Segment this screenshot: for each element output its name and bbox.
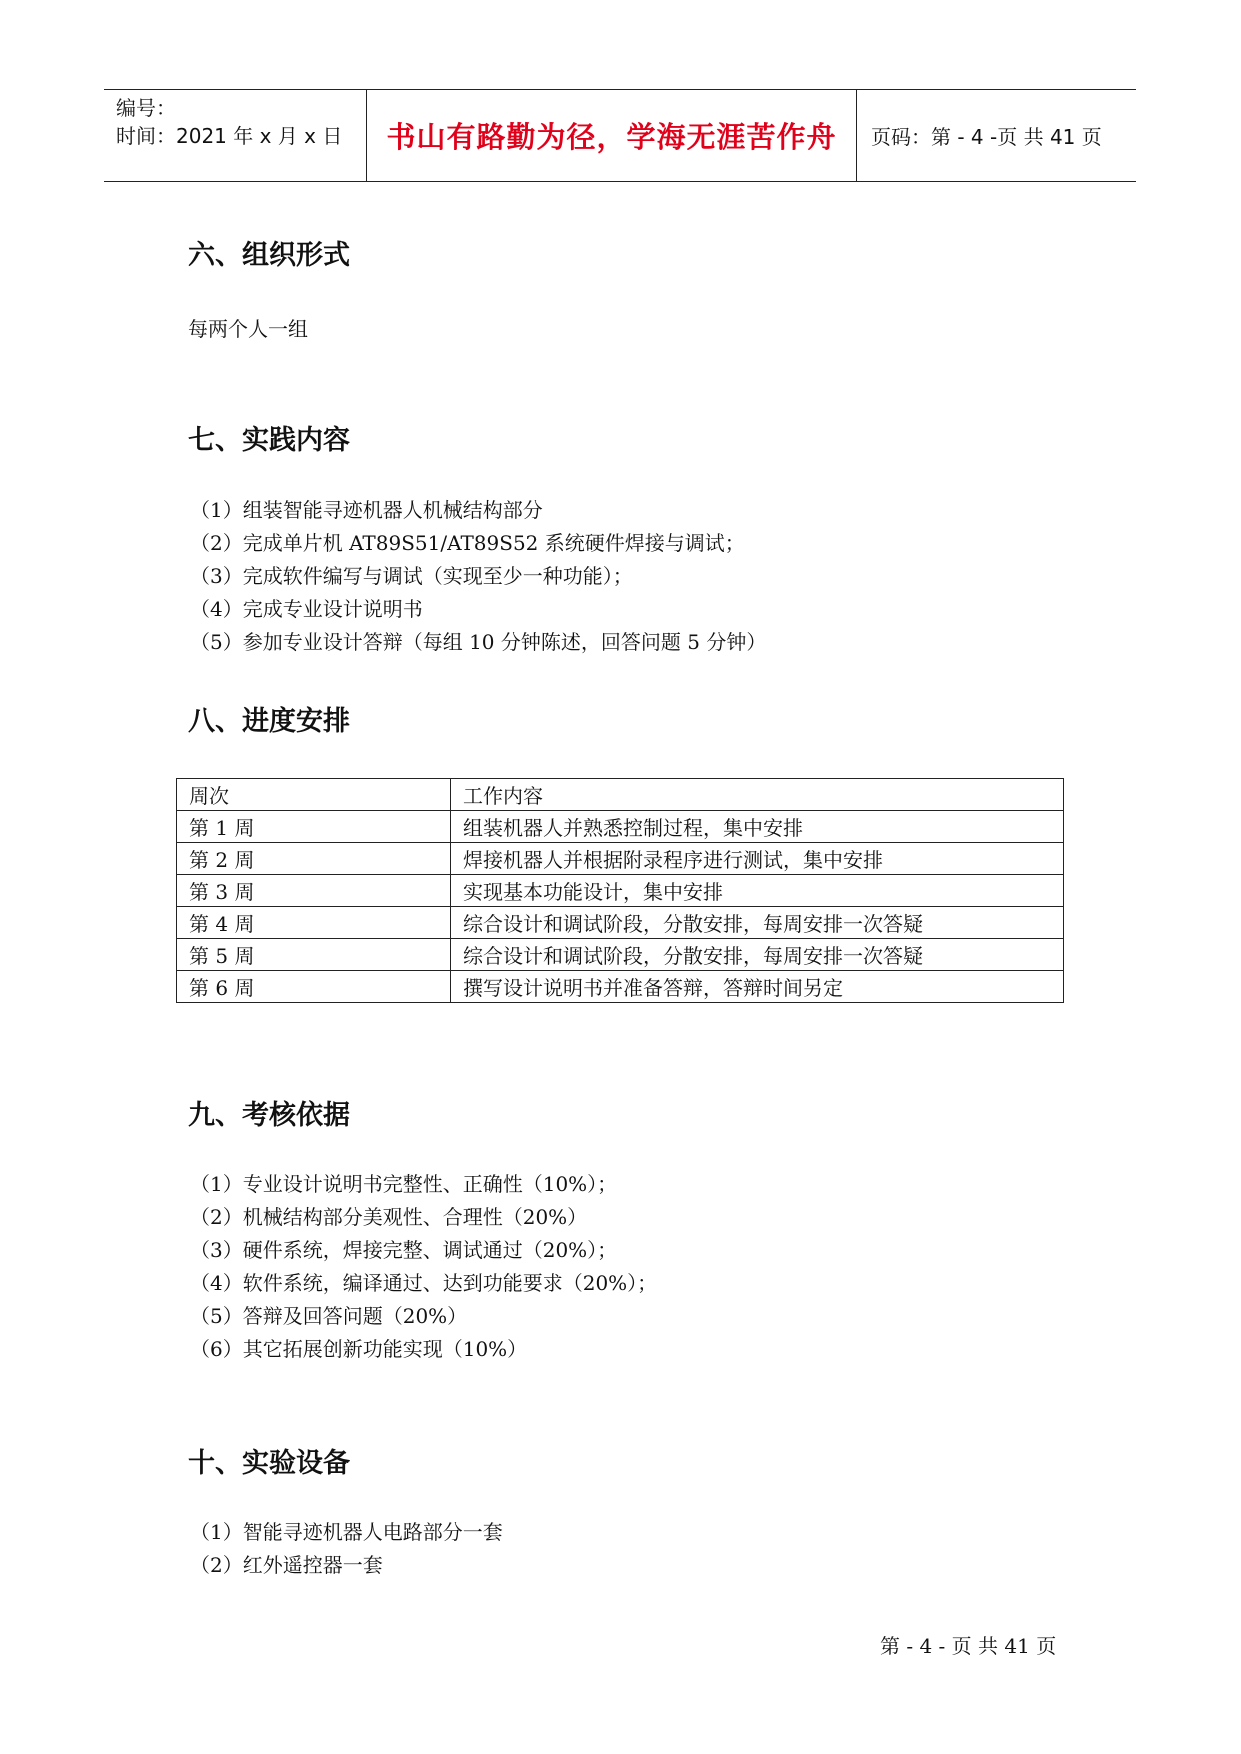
header-meta (104, 90, 367, 181)
table-row (177, 939, 1064, 971)
equipment-list (190, 1516, 503, 1582)
list-item: （3）硬件系统，焊接完整、调试通过（20%）； (190, 1238, 618, 1262)
page-footer: 第 - 4 - 页 共 41 页 (880, 1634, 1057, 1658)
week-cell: 第 5 周 (177, 939, 451, 971)
table-row (177, 811, 1064, 843)
section-title-assessment: 九、考核依据 (188, 1100, 350, 1131)
document-number-label: 编号： (116, 96, 176, 120)
column-header-content: 工作内容 (451, 779, 1064, 811)
content-cell: 综合设计和调试阶段，分散安排，每周安排一次答疑 (451, 907, 1064, 939)
header-page-number: 页码：第 - 4 -页 共 41 页 (871, 125, 1102, 149)
content-cell: 综合设计和调试阶段，分散安排，每周安排一次答疑 (451, 939, 1064, 971)
header-motto: 书山有路勤为径，学海无涯苦作舟 (367, 90, 857, 181)
list-item: （2）完成单片机 AT89S51/AT89S52 系统硬件焊接与调试； (190, 531, 745, 555)
content-cell: 组装机器人并熟悉控制过程，集中安排 (451, 811, 1064, 843)
week-cell: 第 4 周 (177, 907, 451, 939)
list-item: （5）答辩及回答问题（20%） (190, 1304, 468, 1328)
list-item: （5）参加专业设计答辩（每组 10 分钟陈述，回答问题 5 分钟） (190, 630, 767, 654)
page-header (104, 89, 1136, 182)
content-cell: 撰写设计说明书并准备答辩，答辩时间另定 (451, 971, 1064, 1003)
schedule-table (176, 778, 1064, 1003)
column-header-week: 周次 (177, 779, 451, 811)
section-title-equipment: 十、实验设备 (188, 1448, 350, 1479)
table-row (177, 907, 1064, 939)
table-row (177, 971, 1064, 1003)
list-item: （1）专业设计说明书完整性、正确性（10%）； (190, 1172, 618, 1196)
list-item: （4）完成专业设计说明书 (190, 597, 423, 621)
week-cell: 第 2 周 (177, 843, 451, 875)
section-title-practice-content: 七、实践内容 (188, 425, 350, 456)
list-item: （2）红外遥控器一套 (190, 1553, 383, 1577)
week-cell: 第 1 周 (177, 811, 451, 843)
content-cell: 焊接机器人并根据附录程序进行测试，集中安排 (451, 843, 1064, 875)
list-item: （3）完成软件编写与调试（实现至少一种功能）； (190, 564, 633, 588)
week-cell: 第 3 周 (177, 875, 451, 907)
list-item: （6）其它拓展创新功能实现（10%） (190, 1337, 528, 1361)
organization-text: 每两个人一组 (188, 317, 308, 341)
table-row (177, 875, 1064, 907)
table-row (177, 843, 1064, 875)
table-header-row (177, 779, 1064, 811)
list-item: （2）机械结构部分美观性、合理性（20%） (190, 1205, 588, 1229)
section-title-schedule: 八、进度安排 (188, 706, 350, 737)
section-title-organization: 六、组织形式 (188, 240, 350, 271)
practice-content-list (190, 494, 766, 659)
document-time-label: 时间：2021 年 x 月 x 日 (116, 124, 343, 148)
list-item: （1）组装智能寻迹机器人机械结构部分 (190, 498, 543, 522)
list-item: （4）软件系统，编译通过、达到功能要求（20%）； (190, 1271, 658, 1295)
list-item: （1）智能寻迹机器人电路部分一套 (190, 1520, 503, 1544)
assessment-list (190, 1168, 657, 1366)
week-cell: 第 6 周 (177, 971, 451, 1003)
content-cell: 实现基本功能设计，集中安排 (451, 875, 1064, 907)
